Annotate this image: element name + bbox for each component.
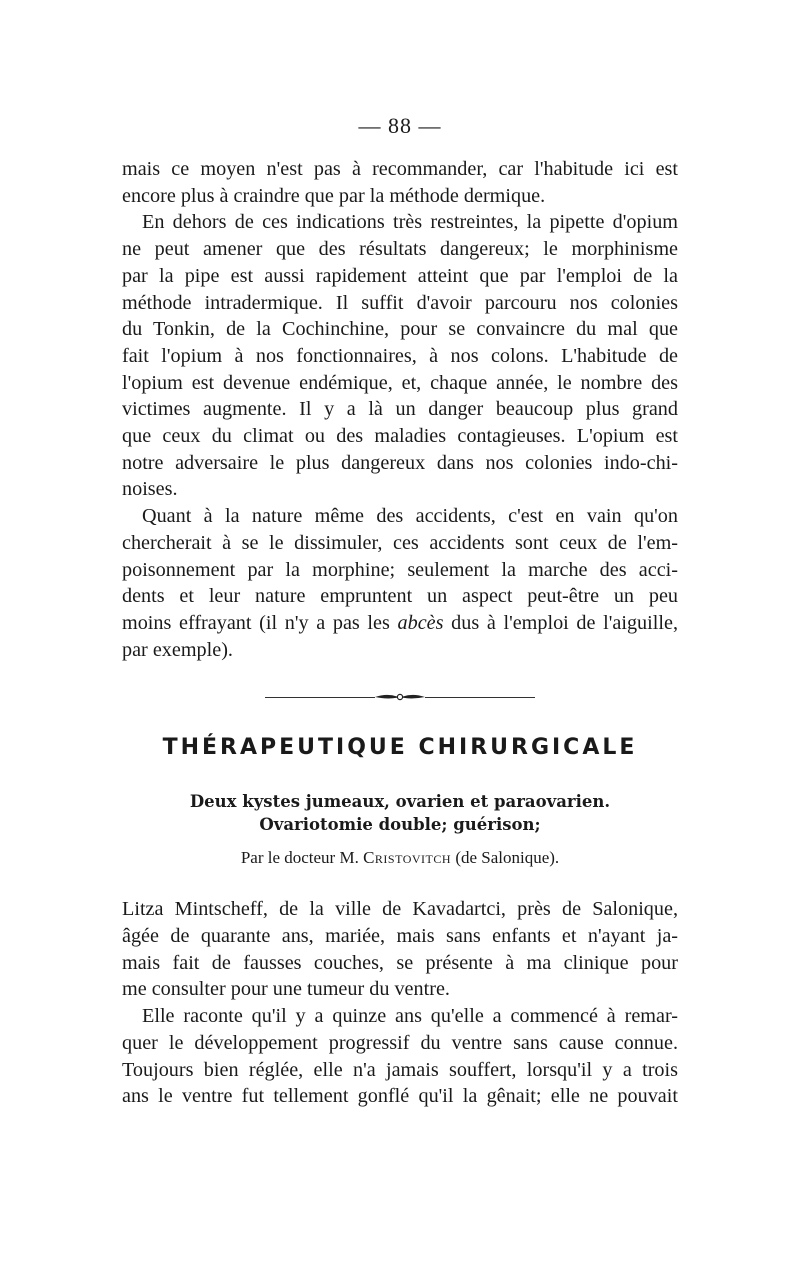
text-line: En dehors de ces indications très restreintes, la pipette d'opium — [142, 211, 678, 234]
article-title-line-2: Ovariotomie double; guérison; — [259, 815, 541, 835]
paragraph-patient-history — [122, 1003, 678, 1110]
text-line: mais fait de fausses couches, se présente à ma clinique pour — [122, 951, 678, 974]
text-line: me consulter pour une tumeur du ventre. — [122, 978, 450, 1001]
page-number: — 88 — — [358, 113, 442, 138]
paragraph-accidents — [122, 503, 678, 663]
paragraph-continuation — [122, 156, 678, 209]
text-line: ans le ventre fut tellement gonflé qu'il la gênait; elle ne pouvait — [122, 1085, 678, 1108]
paragraph-patient-intro — [122, 896, 678, 1003]
divider-rule-right — [425, 697, 535, 698]
text-segment: moins effrayant (il n'y a pas les — [122, 611, 398, 634]
text-line: l'opium est devenue endémique, et, chaque année, le nombre des — [122, 371, 678, 394]
italic-word: abcès — [397, 611, 444, 634]
text-line: Quant à la nature même des accidents, c'est en vain qu'on — [142, 505, 678, 528]
text-line: fait l'opium à nos fonctionnaires, à nos colons. L'habitude de — [122, 344, 678, 367]
divider-rule-left — [265, 697, 375, 698]
text-line: par exemple). — [122, 638, 233, 661]
section-heading: THÉRAPEUTIQUE CHIRURGICALE — [162, 735, 638, 761]
text-line: Elle raconte qu'il y a quinze ans qu'elle a commencé à remar- — [142, 1005, 678, 1028]
author-name: Cristovitch — [363, 848, 452, 868]
text-line: par la pipe est aussi rapidement atteint que par l'emploi de la — [122, 264, 678, 287]
paragraph-opium-pipette — [122, 209, 678, 503]
text-line: encore plus à craindre que par la méthode dermique. — [122, 184, 546, 207]
text-line-with-italic — [122, 610, 678, 637]
byline-suffix: (de Salonique). — [451, 848, 560, 868]
text-line: chercherait à se le dissimuler, ces accidents sont ceux de l'em- — [122, 531, 678, 554]
text-line: poisonnement par la morphine; seulement la marche des acci- — [122, 558, 678, 581]
byline-prefix: Par le docteur M. — [240, 848, 364, 868]
text-line: victimes augmente. Il y a là un danger beaucoup plus grand — [122, 398, 678, 421]
text-line: notre adversaire le plus dangereux dans nos colonies indo-chi- — [122, 451, 678, 474]
text-line: noises. — [122, 478, 178, 501]
book-page — [122, 112, 678, 1110]
text-segment: dus à l'emploi de l'aiguille, — [443, 611, 678, 634]
text-line: méthode intradermique. Il suffit d'avoir parcouru nos colonies — [122, 291, 678, 314]
text-line: dents et leur nature empruntent un aspect peut-être un peu — [122, 585, 678, 608]
text-line: mais ce moyen n'est pas à recommander, car l'habitude ici est — [122, 158, 678, 180]
divider-ornament-icon — [375, 692, 425, 702]
text-line: Litza Mintscheff, de la ville de Kavadartci, près de Salonique, — [122, 898, 678, 921]
text-line: que ceux du climat ou des maladies contagieuses. L'opium est — [122, 425, 678, 448]
ornamental-divider — [122, 691, 678, 703]
text-line: ne peut amener que des résultats dangereux; le morphinisme — [122, 238, 678, 261]
text-line: quer le développement progressif du ventre sans cause connue. — [122, 1031, 678, 1054]
text-line: âgée de quarante ans, mariée, mais sans enfants et n'ayant ja- — [122, 925, 678, 948]
text-line: du Tonkin, de la Cochinchine, pour se convaincre du mal que — [122, 318, 678, 341]
article-title-line-1: Deux kystes jumeaux, ovarien et paraovarien. — [189, 792, 611, 812]
byline — [122, 848, 678, 868]
text-line: Toujours bien réglée, elle n'a jamais souffert, lorsqu'il y a trois — [122, 1058, 678, 1081]
